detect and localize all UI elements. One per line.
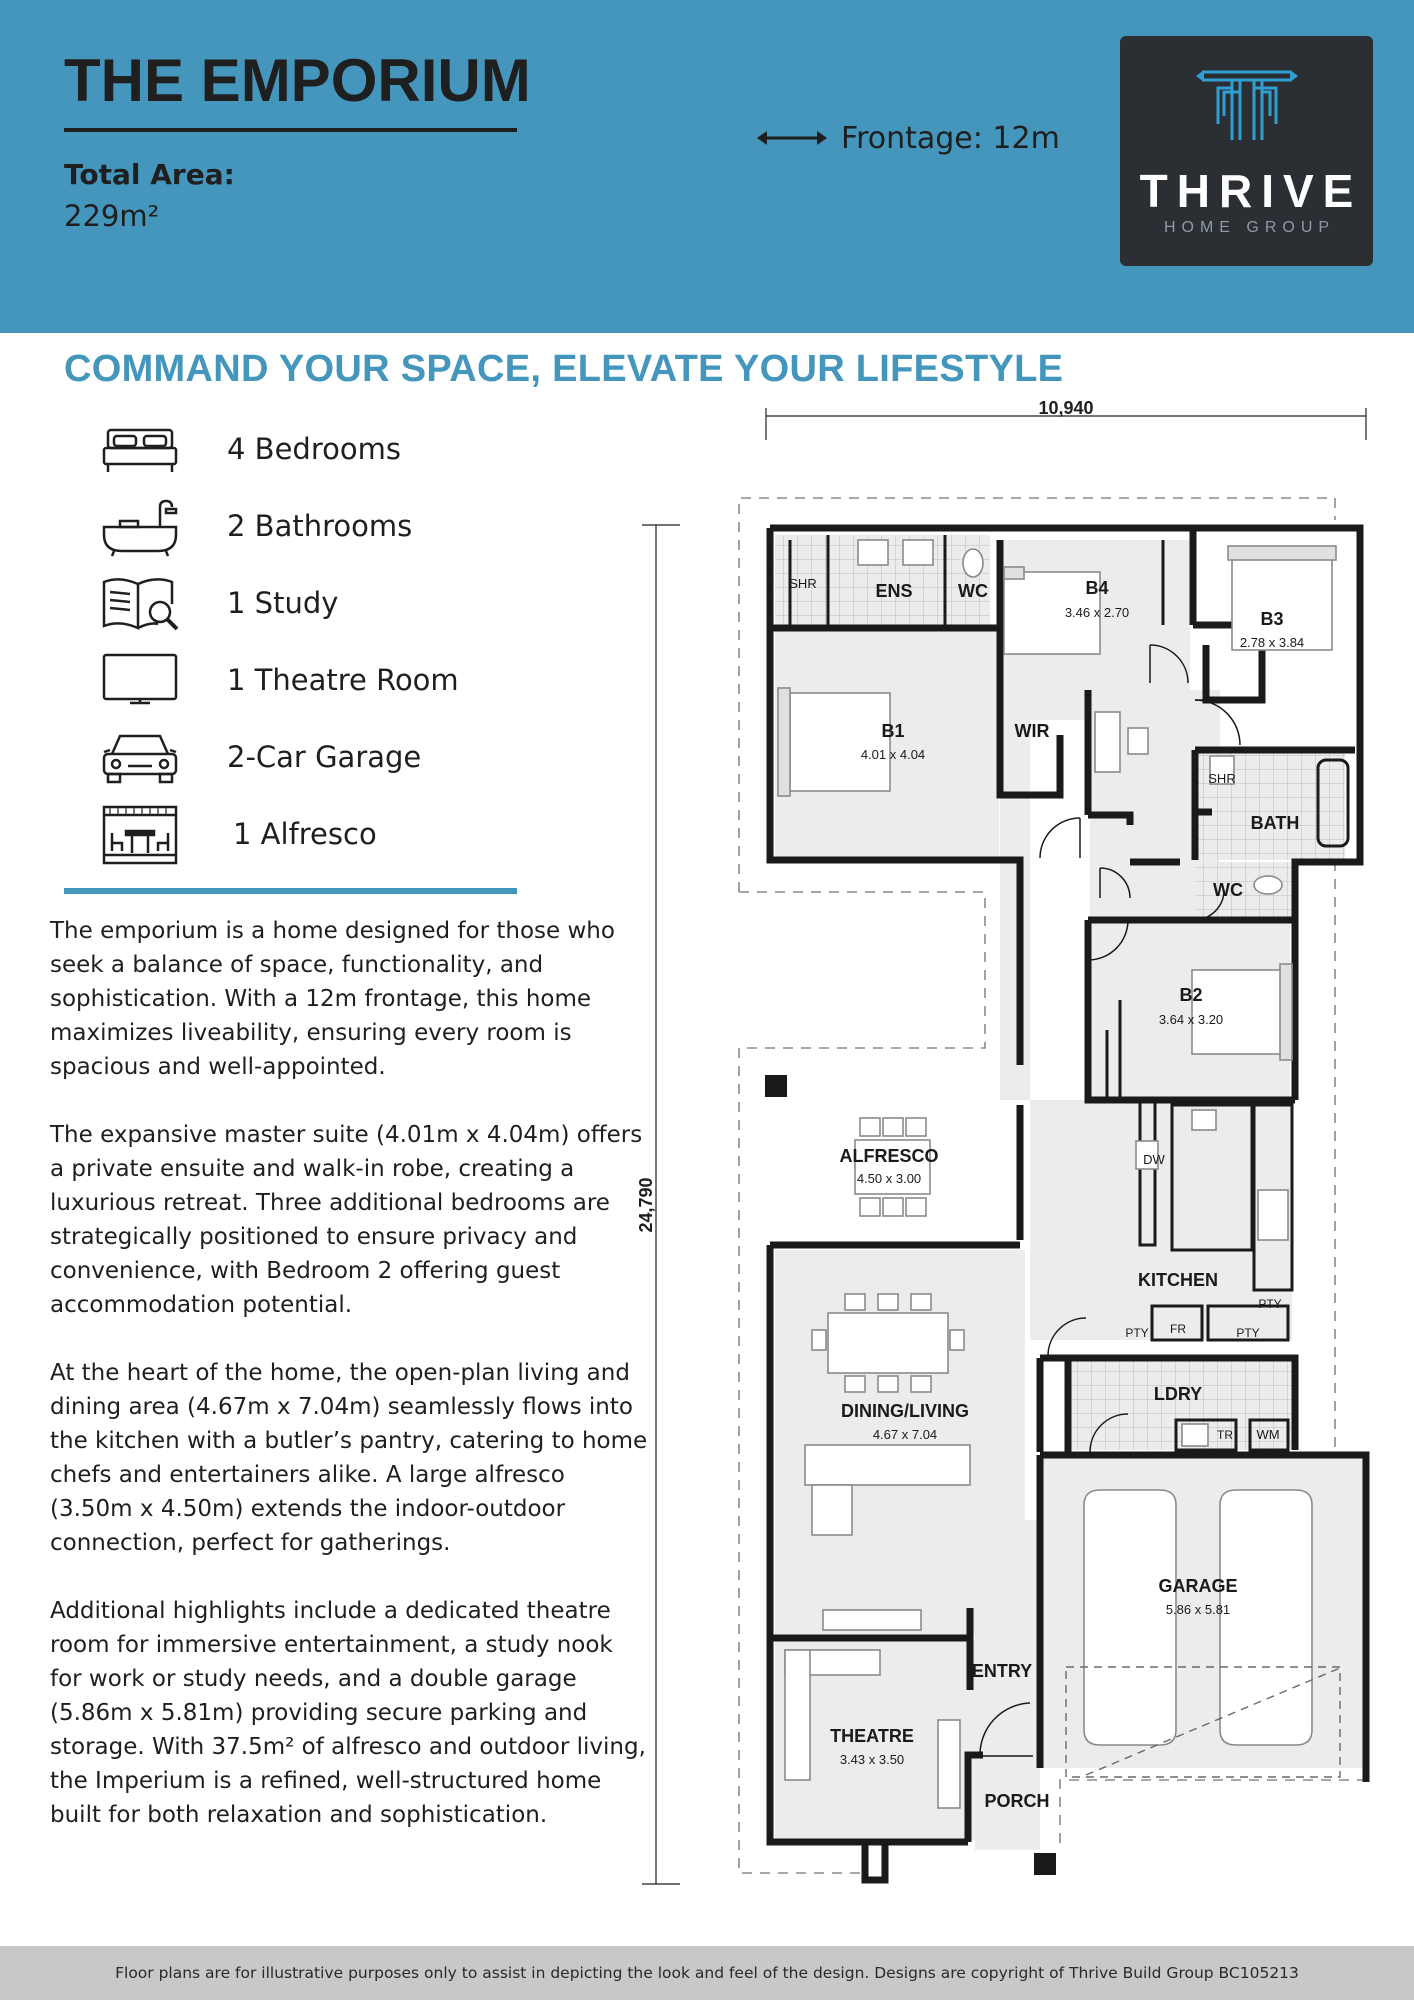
title-underline — [64, 128, 517, 132]
room-label-alfresco: ALFRESCO — [839, 1146, 939, 1166]
bed-icon — [100, 420, 180, 480]
feature-label: 1 Study — [227, 586, 339, 620]
thrive-logo — [1120, 36, 1373, 266]
room-label-theatre: THEATRE — [830, 1726, 914, 1746]
tagline: COMMAND YOUR SPACE, ELEVATE YOUR LIFESTYLE — [64, 348, 1064, 390]
tv-icon — [100, 651, 180, 711]
porch-post — [1034, 1853, 1056, 1875]
room-label-b3: B3 — [1260, 609, 1284, 629]
footer — [0, 1946, 1414, 2000]
description-paragraph: The emporium is a home designed for those who seek a balance of space, functionality, and sophistication. With a 12m frontage, this home maximizes liveability, ensuring every room is spacious and well-appointed. — [50, 918, 615, 1080]
room-label-b1: B1 — [881, 721, 905, 741]
feature-label: 4 Bedrooms — [227, 432, 401, 466]
room-size-b2: 3.64 x 3.20 — [1158, 1012, 1224, 1027]
feature-label: 2 Bathrooms — [227, 509, 413, 543]
room-label-porch: PORCH — [984, 1791, 1050, 1811]
room-size-theatre: 3.43 x 3.50 — [839, 1752, 905, 1767]
room-size-garage: 5.86 x 5.81 — [1165, 1602, 1231, 1617]
dimension-width-label: 10,940 — [1038, 398, 1094, 418]
alfresco-post — [765, 1075, 787, 1097]
room-label-b4: B4 — [1085, 578, 1109, 598]
page-title: THE EMPORIUM — [64, 47, 531, 114]
room-label-wc-mid: WC — [1213, 880, 1243, 900]
dimension-depth-label: 24,790 — [636, 1177, 656, 1233]
description-paragraph: At the heart of the home, the open-plan living and dining area (4.67m x 7.04m) seamlessly flows into the kitchen with a butler’s pantry, catering to home chefs and entertainers alike. A large alfresco (3.50m x 4.50m) extends the indoor-outdoor connection, perfect for gatherings. — [50, 1360, 648, 1556]
room-label-garage: GARAGE — [1158, 1576, 1238, 1596]
feature-label: 1 Theatre Room — [227, 663, 459, 697]
total-area-label: Total Area: — [64, 158, 235, 191]
feature-bathrooms — [100, 497, 520, 557]
feature-alfresco — [100, 805, 520, 865]
feature-label: 1 Alfresco — [233, 817, 377, 851]
frontage-info — [757, 116, 1060, 160]
car-icon — [100, 728, 180, 788]
room-label-wc: WC — [958, 581, 988, 601]
double-arrow-icon — [757, 128, 827, 148]
room-size-b1: 4.01 x 4.04 — [860, 747, 926, 762]
room-label-dw: DW — [1143, 1152, 1165, 1167]
room-label-wm: WM — [1256, 1427, 1280, 1442]
description-paragraph: Additional highlights include a dedicated theatre room for immersive entertainment, a study nook for work or study needs, and a double garage (5.86m x 5.81m) providing secure parking and storage. With 37.5m² of alfresco and outdoor living, the Imperium is a refined, well-structured home built for both relaxation and sophistication. — [50, 1598, 646, 1828]
description-paragraph: The expansive master suite (4.01m x 4.04m) offers a private ensuite and walk-in robe, creating a luxurious retreat. Three additional bedrooms are strategically positioned to ensure privacy and convenience, with Bedroom 2 offering guest accommodation potential. — [50, 1122, 643, 1318]
room-label-tr: TR — [1217, 1428, 1233, 1442]
feature-theatre — [100, 651, 520, 711]
thrive-logo-mark-icon — [1188, 64, 1306, 142]
room-size-dining: 4.67 x 7.04 — [872, 1427, 938, 1442]
feature-label: 2-Car Garage — [227, 740, 422, 774]
room-label-dining: DINING/LIVING — [840, 1401, 970, 1421]
logo-subtitle: HOME GROUP — [1163, 219, 1336, 236]
room-label-fr: FR — [1170, 1322, 1186, 1336]
room-label-pty-2: PTY — [1125, 1326, 1149, 1340]
alfresco-icon — [100, 805, 180, 865]
room-label-pty-3: PTY — [1236, 1326, 1260, 1340]
feature-study — [100, 574, 520, 634]
room-label-b2: B2 — [1179, 985, 1203, 1005]
bathtub-icon — [100, 497, 180, 557]
room-size-b3: 2.78 x 3.84 — [1239, 635, 1305, 650]
logo-name: THRIVE — [1139, 165, 1363, 217]
room-label-shr-bath: SHR — [1208, 771, 1236, 786]
room-size-b4: 3.46 x 2.70 — [1064, 605, 1130, 620]
room-label-entry: ENTRY — [971, 1661, 1033, 1681]
room-label-kitchen: KITCHEN — [1138, 1270, 1218, 1290]
footer-disclaimer: Floor plans are for illustrative purposes only to assist in depicting the look and feel of the design. Designs are copyright of Thrive Build Group BC105213 — [115, 1964, 1299, 1982]
frontage-label: Frontage: 12m — [841, 120, 1060, 156]
book-magnifier-icon — [100, 574, 180, 634]
room-label-wir: WIR — [1014, 721, 1050, 741]
room-label-pty-1: PTY — [1258, 1297, 1282, 1311]
room-label-bath: BATH — [1250, 813, 1300, 833]
header-banner — [0, 0, 1414, 333]
feature-garage — [100, 728, 520, 788]
room-size-alfresco: 4.50 x 3.00 — [856, 1171, 922, 1186]
floor-plan — [620, 390, 1400, 1900]
description — [50, 914, 650, 1866]
room-label-shr: SHR — [789, 576, 817, 591]
feature-bedrooms — [100, 420, 520, 480]
room-label-ens: ENS — [875, 581, 913, 601]
section-divider — [64, 888, 517, 894]
room-label-ldry: LDRY — [1153, 1384, 1203, 1404]
total-area-value: 229m² — [64, 199, 160, 233]
